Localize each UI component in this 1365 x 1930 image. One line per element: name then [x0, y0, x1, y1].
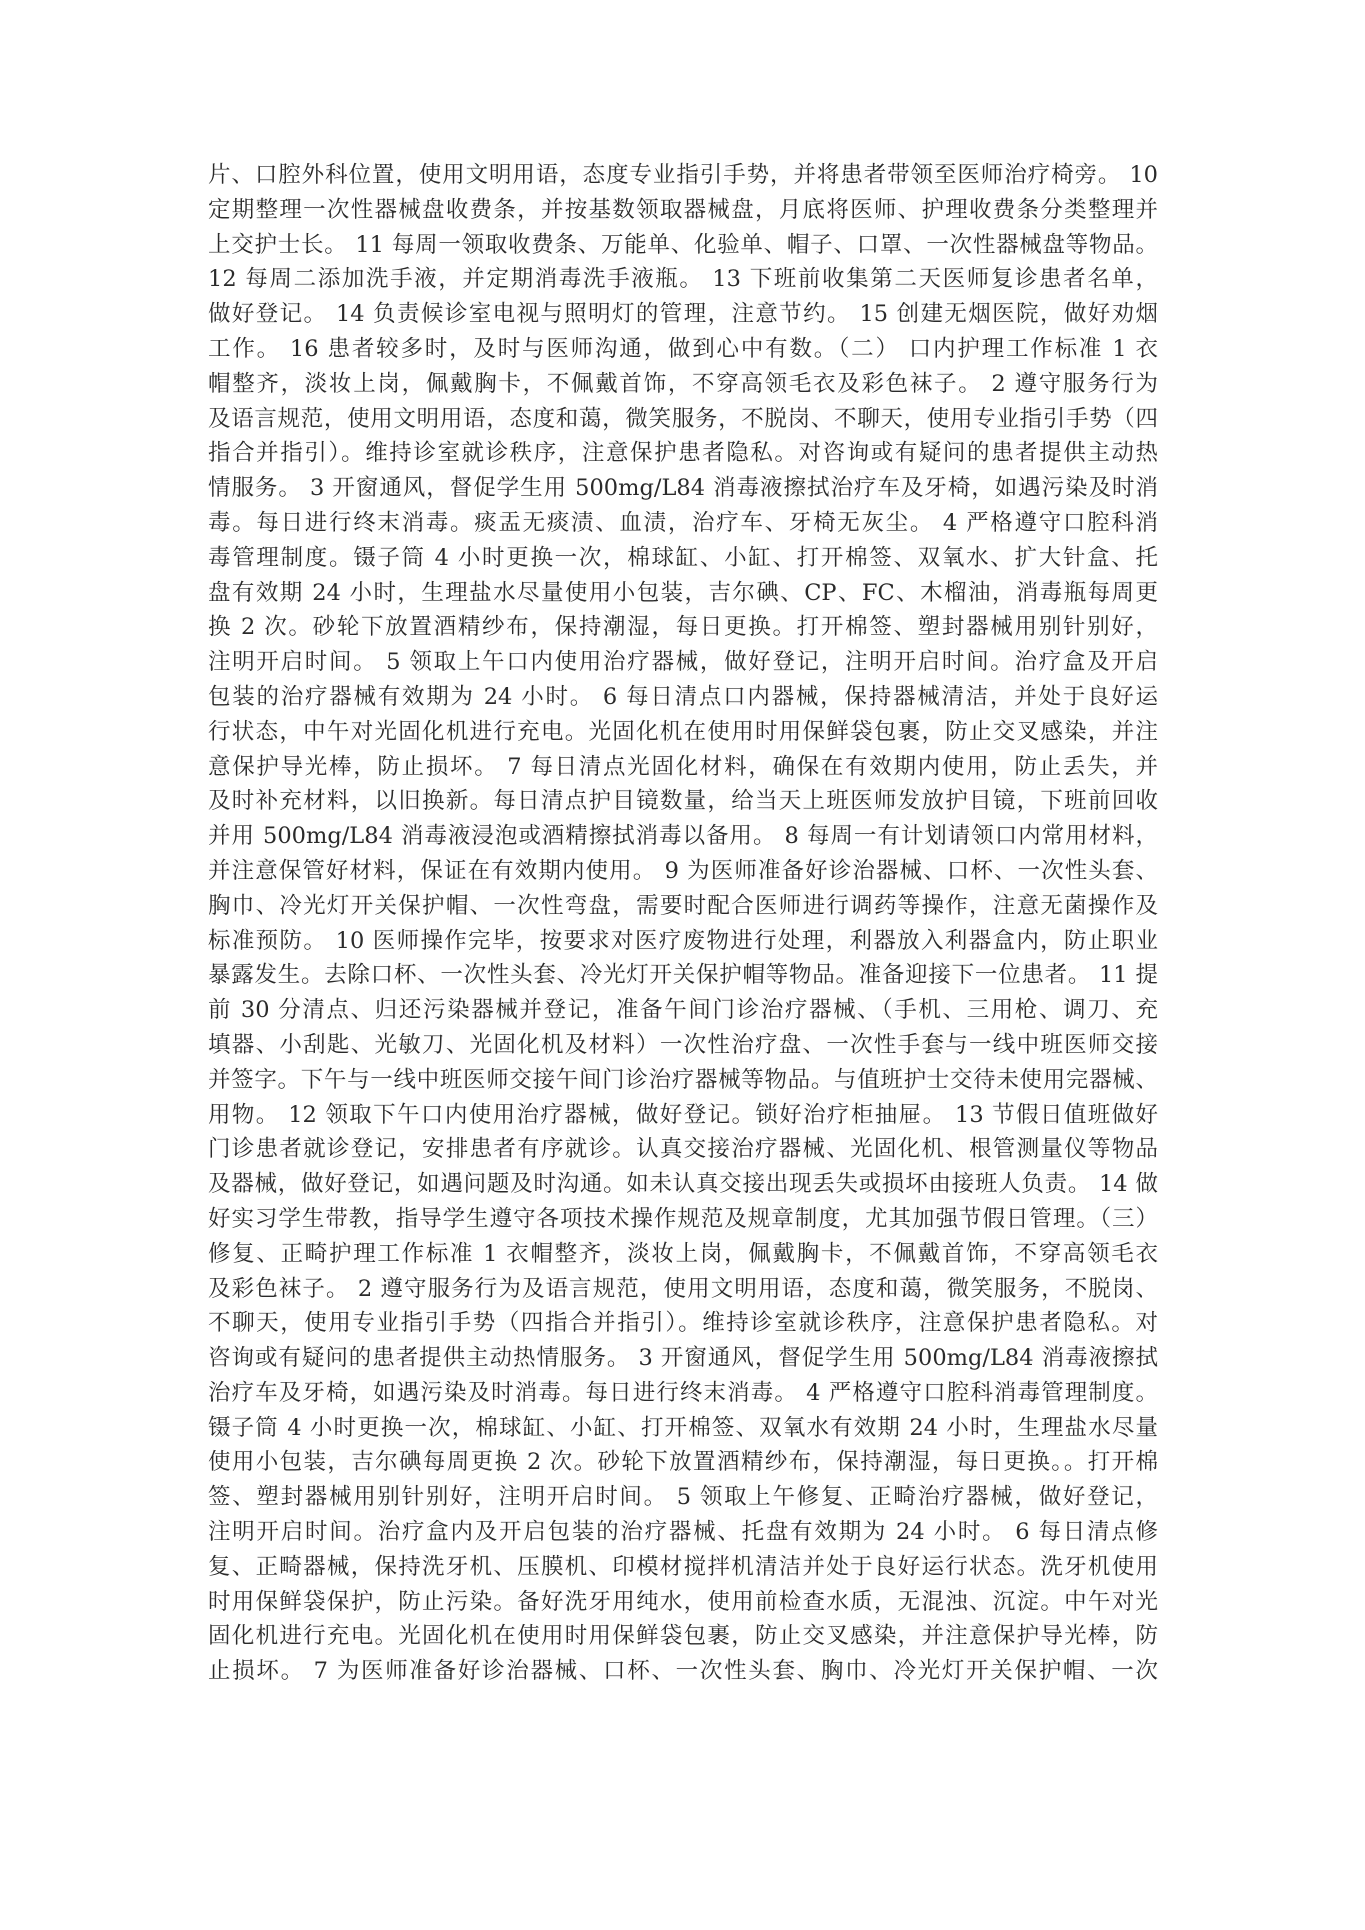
text-line: 及语言规范，使用文明用语，态度和蔼，微笑服务，不脱岗、不聊天，使用专业指引手势（四 [208, 405, 1158, 432]
text-line: 做好登记。 14 负责候诊室电视与照明灯的管理，注意节约。 15 创建无烟医院，做好劝烟 [208, 301, 1158, 328]
text-line: 修复、正畸护理工作标准 1 衣帽整齐，淡妆上岗，佩戴胸卡，不佩戴首饰，不穿高领毛衣 [208, 1240, 1158, 1267]
text-line: 时用保鲜袋保护，防止污染。备好洗牙用纯水，使用前检查水质，无混浊、沉淀。中午对光 [208, 1588, 1158, 1615]
text-line: 行状态，中午对光固化机进行充电。光固化机在使用时用保鲜袋包裹，防止交叉感染，并注 [208, 718, 1158, 745]
text-line: 帽整齐，淡妆上岗，佩戴胸卡，不佩戴首饰，不穿高领毛衣及彩色袜子。 2 遵守服务行为 [208, 370, 1158, 397]
text-line: 好实习学生带教，指导学生遵守各项技术操作规范及规章制度，尤其加强节假日管理。（三） [208, 1205, 1158, 1232]
text-line: 用物。 12 领取下午口内使用治疗器械，做好登记。锁好治疗柜抽屉。 13 节假日值班做好 [208, 1101, 1158, 1128]
text-line: 定期整理一次性器械盘收费条，并按基数领取器械盘，月底将医师、护理收费条分类整理并 [208, 196, 1158, 223]
text-line: 包装的治疗器械有效期为 24 小时。 6 每日清点口内器械，保持器械清洁，并处于良好运 [208, 683, 1158, 710]
text-line: 盘有效期 24 小时，生理盐水尽量使用小包装，吉尔碘、CP、FC、木榴油，消毒瓶每周更 [208, 579, 1158, 606]
text-line: 毒。每日进行终末消毒。痰盂无痰渍、血渍，治疗车、牙椅无灰尘。 4 严格遵守口腔科消 [208, 509, 1158, 536]
text-line: 换 2 次。砂轮下放置酒精纱布，保持潮湿，每日更换。打开棉签、塑封器械用别针别好， [208, 614, 1158, 641]
text-line: 工作。 16 患者较多时，及时与医师沟通，做到心中有数。（二） 口内护理工作标准 1 衣 [208, 335, 1158, 362]
text-line: 固化机进行充电。光固化机在使用时用保鲜袋包裹，防止交叉感染，并注意保护导光棒，防 [208, 1623, 1158, 1650]
text-line: 门诊患者就诊登记，安排患者有序就诊。认真交接治疗器械、光固化机、根管测量仪等物品 [208, 1136, 1158, 1163]
text-line: 并注意保管好材料，保证在有效期内使用。 9 为医师准备好诊治器械、口杯、一次性头套、 [208, 857, 1158, 884]
text-line: 不聊天，使用专业指引手势（四指合并指引）。维持诊室就诊秩序，注意保护患者隐私。对 [208, 1310, 1158, 1337]
text-line: 指合并指引）。维持诊室就诊秩序，注意保护患者隐私。对咨询或有疑问的患者提供主动热 [208, 440, 1158, 467]
text-line: 毒管理制度。镊子筒 4 小时更换一次，棉球缸、小缸、打开棉签、双氧水、扩大针盒、托 [208, 544, 1158, 571]
text-line: 并用 500mg/L84 消毒液浸泡或酒精擦拭消毒以备用。 8 每周一有计划请领口内常用材料， [208, 823, 1158, 850]
text-line: 12 每周二添加洗手液，并定期消毒洗手液瓶。 13 下班前收集第二天医师复诊患者名单， [208, 266, 1158, 293]
text-line: 注明开启时间。治疗盒内及开启包装的治疗器械、托盘有效期为 24 小时。 6 每日清点修 [208, 1519, 1158, 1546]
text-line: 止损坏。 7 为医师准备好诊治器械、口杯、一次性头套、胸巾、冷光灯开关保护帽、一次 [208, 1658, 1158, 1685]
text-line: 及彩色袜子。 2 遵守服务行为及语言规范，使用文明用语，态度和蔼，微笑服务，不脱岗、 [208, 1275, 1158, 1302]
text-line: 上交护士长。 11 每周一领取收费条、万能单、化验单、帽子、口罩、一次性器械盘等物品。 [208, 231, 1158, 258]
text-line: 并签字。下午与一线中班医师交接午间门诊治疗器械等物品。与值班护士交待未使用完器械、 [208, 1066, 1158, 1093]
text-line: 及时补充材料，以旧换新。每日清点护目镜数量，给当天上班医师发放护目镜，下班前回收 [208, 788, 1158, 815]
text-line: 填器、小刮匙、光敏刀、光固化机及材料）一次性治疗盘、一次性手套与一线中班医师交接 [208, 1031, 1158, 1058]
text-line: 治疗车及牙椅，如遇污染及时消毒。每日进行终末消毒。 4 严格遵守口腔科消毒管理制度。 [208, 1379, 1158, 1406]
text-line: 签、塑封器械用别针别好，注明开启时间。 5 领取上午修复、正畸治疗器械，做好登记， [208, 1484, 1158, 1511]
body-text [208, 158, 1158, 1689]
text-line: 胸巾、冷光灯开关保护帽、一次性弯盘，需要时配合医师进行调药等操作，注意无菌操作及 [208, 892, 1158, 919]
text-line: 复、正畸器械，保持洗牙机、压膜机、印模材搅拌机清洁并处于良好运行状态。洗牙机使用 [208, 1553, 1158, 1580]
text-line: 标准预防。 10 医师操作完毕，按要求对医疗废物进行处理，利器放入利器盒内，防止职业 [208, 927, 1158, 954]
text-line: 镊子筒 4 小时更换一次，棉球缸、小缸、打开棉签、双氧水有效期 24 小时，生理盐水尽量 [208, 1414, 1158, 1441]
text-line: 及器械，做好登记，如遇问题及时沟通。如未认真交接出现丢失或损坏由接班人负责。 14 做 [208, 1171, 1158, 1198]
text-line: 暴露发生。去除口杯、一次性头套、冷光灯开关保护帽等物品。准备迎接下一位患者。 11 提 [208, 962, 1158, 989]
text-line: 咨询或有疑问的患者提供主动热情服务。 3 开窗通风，督促学生用 500mg/L84 消毒液擦拭 [208, 1345, 1158, 1372]
text-line: 使用小包装，吉尔碘每周更换 2 次。砂轮下放置酒精纱布，保持潮湿，每日更换。。打开棉 [208, 1449, 1158, 1476]
text-line: 前 30 分清点、归还污染器械并登记，准备午间门诊治疗器械、（手机、三用枪、调刀、充 [208, 997, 1158, 1024]
text-line: 注明开启时间。 5 领取上午口内使用治疗器械，做好登记，注明开启时间。治疗盒及开启 [208, 649, 1158, 676]
text-line: 片、口腔外科位置，使用文明用语，态度专业指引手势，并将患者带领至医师治疗椅旁。 10 [208, 162, 1158, 188]
text-line: 情服务。 3 开窗通风，督促学生用 500mg/L84 消毒液擦拭治疗车及牙椅，如遇污染及时消 [208, 475, 1158, 502]
text-line: 意保护导光棒，防止损坏。 7 每日清点光固化材料，确保在有效期内使用，防止丢失，并 [208, 753, 1158, 780]
